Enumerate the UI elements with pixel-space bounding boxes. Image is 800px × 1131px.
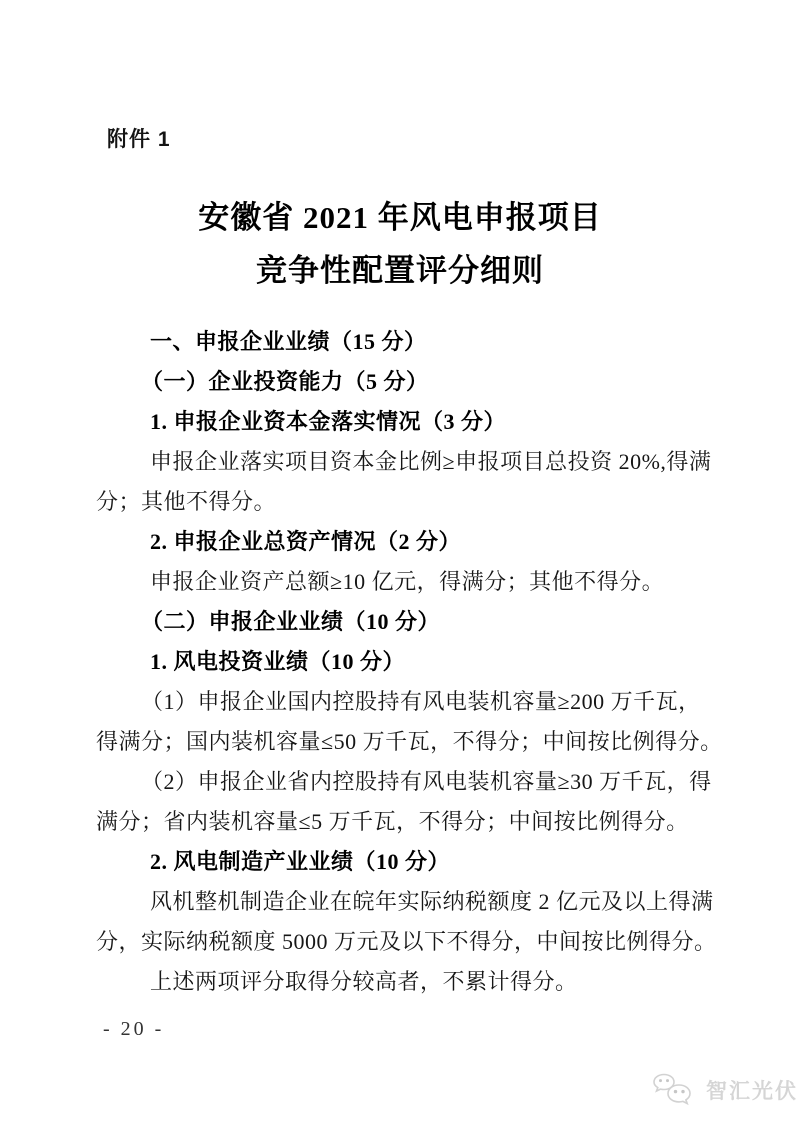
paragraph-line: 分；其他不得分。 (96, 489, 277, 514)
title-line-1: 安徽省 2021 年风电申报项目 (198, 200, 602, 235)
paragraph-line: （2）申报企业省内控股持有风电装机容量≥30 万千瓦，得 (141, 769, 712, 794)
paragraph-line: 分，实际纳税额度 5000 万元及以下不得分，中间按比例得分。 (96, 929, 717, 954)
heading-item-2: 2. 申报企业总资产情况（2 分） (150, 529, 462, 554)
heading-subsection-1-1: （一）企业投资能力（5 分） (141, 369, 429, 394)
page-number: - 20 - (103, 1018, 165, 1040)
brand-name: 智汇光伏 (706, 1079, 798, 1103)
paragraph-line: 申报企业资产总额≥10 亿元，得满分；其他不得分。 (150, 569, 665, 594)
attachment-label: 附件 1 (107, 128, 171, 151)
heading-item-2b: 2. 风电制造产业业绩（10 分） (150, 849, 451, 874)
paragraph-line: 满分；省内装机容量≤5 万千瓦，不得分；中间按比例得分。 (96, 809, 689, 834)
heading-subsection-1-2: （二）申报企业业绩（10 分） (141, 609, 441, 634)
document-title (0, 191, 800, 297)
paragraph-line: 上述两项评分取得分较高者，不累计得分。 (150, 969, 578, 994)
title-line-2: 竞争性配置评分细则 (256, 253, 544, 288)
paragraph-line: 申报企业落实项目资本金比例≥申报项目总投资 20%,得满 (150, 449, 712, 474)
paragraph-line: （1）申报企业国内控股持有风电装机容量≥200 万千瓦， (141, 689, 701, 714)
paragraph-line: 风机整机制造企业在皖年实际纳税额度 2 亿元及以上得满 (150, 889, 714, 914)
heading-item-1b: 1. 风电投资业绩（10 分） (150, 649, 406, 674)
wechat-icon (650, 1072, 700, 1108)
brand-watermark (650, 1072, 798, 1108)
heading-item-1: 1. 申报企业资本金落实情况（3 分） (150, 409, 507, 434)
paragraph-line: 得满分；国内装机容量≤50 万千瓦，不得分；中间按比例得分。 (96, 729, 723, 754)
heading-section-1: 一、申报企业业绩（15 分） (150, 329, 427, 354)
document-body (96, 322, 756, 1002)
